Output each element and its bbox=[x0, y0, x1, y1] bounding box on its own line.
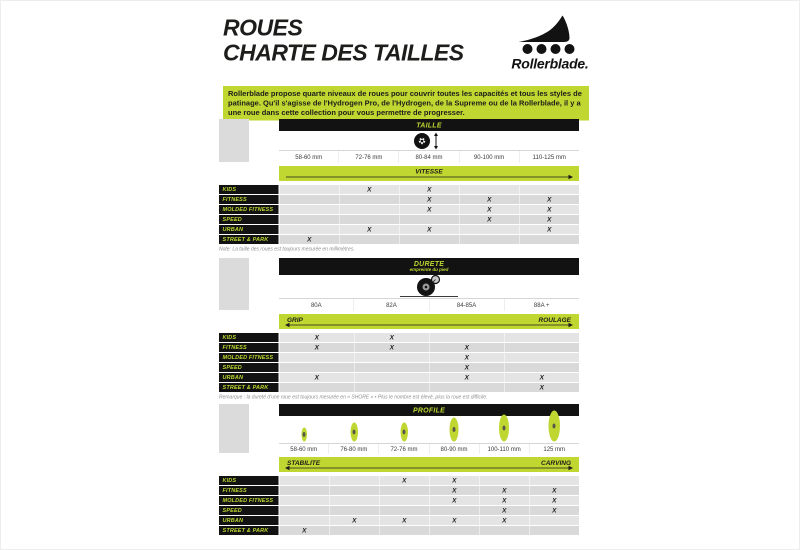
mark-cell: X bbox=[400, 205, 460, 214]
table-row bbox=[219, 486, 579, 495]
durete-header-subtitle: empreinte du pied bbox=[409, 267, 449, 272]
taille-rows bbox=[219, 185, 579, 244]
empty-cell bbox=[430, 333, 505, 342]
empty-cell bbox=[460, 235, 520, 244]
column-header: 80A bbox=[310, 301, 322, 309]
mark-cell: X bbox=[430, 486, 480, 495]
page-title bbox=[223, 15, 464, 65]
empty-cell bbox=[280, 516, 330, 525]
empty-cell bbox=[280, 195, 340, 204]
durete-header-label: DURETE bbox=[413, 259, 445, 268]
empty-cell bbox=[380, 506, 430, 515]
empty-cell bbox=[355, 373, 430, 382]
mark-cell: X bbox=[430, 363, 505, 372]
empty-cell bbox=[355, 353, 430, 362]
table-row bbox=[219, 195, 579, 204]
column-header: 125 mm bbox=[529, 444, 579, 454]
empty-cell bbox=[280, 353, 355, 362]
mark-cell: X bbox=[530, 496, 580, 505]
mark-cell: X bbox=[520, 195, 580, 204]
mark-cell: X bbox=[280, 343, 355, 352]
mark-cell: X bbox=[430, 516, 480, 525]
profile-column-headers bbox=[279, 443, 579, 454]
table-row bbox=[219, 353, 579, 362]
table-row bbox=[219, 363, 579, 372]
table-row bbox=[219, 235, 579, 244]
row-label: KIDS bbox=[219, 333, 279, 342]
empty-cell bbox=[355, 363, 430, 372]
column-header: 88A + bbox=[504, 299, 579, 311]
taille-header-label: TAILLE bbox=[416, 121, 442, 129]
column-header: 58-60 mm bbox=[290, 445, 318, 453]
mark-cell: X bbox=[400, 185, 460, 194]
mark-cell: X bbox=[280, 373, 355, 382]
empty-cell bbox=[460, 185, 520, 194]
empty-cell bbox=[355, 383, 430, 392]
taille-note: Note: La taille des roues est toujours mesurée en millimètres. bbox=[219, 246, 355, 252]
column-header: 80-90 mm bbox=[429, 444, 479, 454]
row-label: FITNESS bbox=[219, 343, 279, 352]
row-label: KIDS bbox=[219, 185, 279, 194]
mark-cell: X bbox=[280, 526, 330, 535]
empty-cell bbox=[330, 476, 380, 485]
row-label: STREET & PARK bbox=[219, 235, 279, 244]
column-header: 80-84 mm bbox=[399, 151, 459, 163]
row-label: KIDS bbox=[219, 476, 279, 485]
column-header: 76-80 mm bbox=[329, 444, 379, 454]
page-title-line2: CHARTE DES TAILLES bbox=[223, 39, 464, 66]
wheel-profile-icon bbox=[329, 423, 379, 442]
durometer-icon bbox=[389, 275, 469, 298]
page-title-line1: ROUES bbox=[223, 14, 303, 41]
table-row bbox=[219, 496, 579, 505]
stabilite-carving-arrow-bar bbox=[279, 457, 579, 472]
mark-cell: X bbox=[430, 343, 505, 352]
empty-cell bbox=[520, 235, 580, 244]
mark-cell: X bbox=[480, 506, 530, 515]
empty-cell bbox=[340, 215, 400, 224]
row-label: SPEED bbox=[219, 506, 279, 515]
table-row bbox=[219, 383, 579, 392]
row-label: URBAN bbox=[219, 373, 279, 382]
wheel-profile-icon bbox=[279, 428, 329, 442]
mark-cell: X bbox=[520, 225, 580, 234]
mark-cell: X bbox=[460, 205, 520, 214]
empty-cell bbox=[480, 476, 530, 485]
grip-label: GRIP bbox=[287, 316, 303, 324]
empty-cell bbox=[280, 506, 330, 515]
wheel-profile-icon bbox=[379, 423, 429, 442]
skate-icon bbox=[513, 15, 588, 57]
mark-cell: X bbox=[330, 516, 380, 525]
double-arrow-icon bbox=[284, 323, 574, 328]
stabilite-label: STABILITE bbox=[287, 459, 321, 467]
column-header: 72-76 mm bbox=[379, 444, 429, 454]
empty-cell bbox=[480, 526, 530, 535]
column-header: 72-76 mm bbox=[339, 151, 399, 163]
label-column-filler bbox=[219, 404, 249, 453]
taille-column-headers bbox=[279, 150, 579, 163]
empty-cell bbox=[280, 476, 330, 485]
empty-cell bbox=[505, 363, 580, 372]
mark-cell: X bbox=[400, 225, 460, 234]
durete-icon-zone bbox=[279, 275, 579, 298]
empty-cell bbox=[380, 496, 430, 505]
empty-cell bbox=[280, 205, 340, 214]
empty-cell bbox=[430, 383, 505, 392]
table-taille bbox=[219, 119, 579, 252]
mark-cell: X bbox=[380, 516, 430, 525]
roulage-label: ROULAGE bbox=[538, 316, 571, 324]
mark-cell: X bbox=[520, 205, 580, 214]
durete-column-headers bbox=[279, 298, 579, 311]
column-header: 100-110 mm bbox=[479, 444, 529, 454]
logo-wordmark: Rollerblade. bbox=[511, 56, 589, 72]
intro-text: Rollerblade propose quarte niveaux de roues pour couvrir toutes les capacités et tous les styles de patinage. Qu'il s'agisse de l'Hydrogen Pro, de l'Hydrogen, de la Supreme ou de la Rollerblade, il y a une roue dans cette collection pour vous permettre de progresser. bbox=[223, 86, 589, 121]
grip-roulage-arrow-bar bbox=[279, 314, 579, 329]
empty-cell bbox=[340, 205, 400, 214]
column-header: 90-100 mm bbox=[459, 151, 519, 163]
wheel-diameter-icon bbox=[405, 132, 453, 150]
empty-cell bbox=[280, 383, 355, 392]
empty-cell bbox=[530, 476, 580, 485]
empty-cell bbox=[380, 526, 430, 535]
table-row bbox=[219, 185, 579, 194]
profile-rows bbox=[219, 476, 579, 535]
vitesse-label: VITESSE bbox=[415, 167, 443, 175]
mark-cell: X bbox=[460, 215, 520, 224]
mark-cell: X bbox=[280, 333, 355, 342]
column-header: 84-85A bbox=[429, 299, 504, 311]
mark-cell: X bbox=[430, 476, 480, 485]
empty-cell bbox=[330, 486, 380, 495]
empty-cell bbox=[530, 516, 580, 525]
row-label: MOLDED FITNESS bbox=[219, 353, 279, 362]
mark-cell: X bbox=[280, 235, 340, 244]
table-row bbox=[219, 516, 579, 525]
label-column-filler bbox=[219, 258, 249, 310]
table-row bbox=[219, 225, 579, 234]
empty-cell bbox=[460, 225, 520, 234]
empty-cell bbox=[340, 235, 400, 244]
mark-cell: X bbox=[480, 486, 530, 495]
row-label: SPEED bbox=[219, 215, 279, 224]
right-arrow-icon bbox=[284, 175, 574, 180]
row-label: FITNESS bbox=[219, 195, 279, 204]
mark-cell: X bbox=[530, 506, 580, 515]
column-header: 110-125 mm bbox=[519, 151, 579, 163]
carving-label: CARVING bbox=[541, 459, 571, 467]
empty-cell bbox=[280, 215, 340, 224]
empty-cell bbox=[330, 506, 380, 515]
row-label: STREET & PARK bbox=[219, 526, 279, 535]
wheel-profile-icons bbox=[279, 416, 579, 443]
table-row bbox=[219, 373, 579, 382]
table-row bbox=[219, 333, 579, 342]
table-row bbox=[219, 526, 579, 535]
empty-cell bbox=[280, 363, 355, 372]
mark-cell: X bbox=[430, 496, 480, 505]
empty-cell bbox=[280, 225, 340, 234]
empty-cell bbox=[505, 353, 580, 362]
table-row bbox=[219, 205, 579, 214]
empty-cell bbox=[505, 343, 580, 352]
empty-cell bbox=[430, 506, 480, 515]
profile-header-label: PROFILE bbox=[412, 406, 446, 414]
mark-cell: X bbox=[505, 383, 580, 392]
empty-cell bbox=[400, 215, 460, 224]
wheel-profile-icon bbox=[429, 418, 479, 442]
empty-cell bbox=[280, 185, 340, 194]
mark-cell: X bbox=[530, 486, 580, 495]
column-header: 82A bbox=[354, 299, 429, 311]
rollerblade-logo bbox=[501, 15, 599, 72]
mark-cell: X bbox=[430, 373, 505, 382]
mark-cell: X bbox=[505, 373, 580, 382]
empty-cell bbox=[520, 185, 580, 194]
empty-cell bbox=[530, 526, 580, 535]
table-row bbox=[219, 476, 579, 485]
double-arrow-icon bbox=[284, 466, 574, 471]
durete-rows bbox=[219, 333, 579, 392]
mark-cell: X bbox=[340, 225, 400, 234]
row-label: FITNESS bbox=[219, 486, 279, 495]
mark-cell: X bbox=[480, 496, 530, 505]
mark-cell: X bbox=[460, 195, 520, 204]
vitesse-arrow-bar bbox=[279, 166, 579, 181]
empty-cell bbox=[430, 526, 480, 535]
empty-cell bbox=[330, 526, 380, 535]
table-row bbox=[219, 506, 579, 515]
mark-cell: X bbox=[430, 353, 505, 362]
mark-cell: X bbox=[520, 215, 580, 224]
row-label: MOLDED FITNESS bbox=[219, 205, 279, 214]
empty-cell bbox=[280, 496, 330, 505]
taille-icon-zone bbox=[279, 131, 579, 150]
profile-icon-zone bbox=[279, 416, 579, 443]
mark-cell: X bbox=[480, 516, 530, 525]
row-label: URBAN bbox=[219, 516, 279, 525]
wheel-profile-icon bbox=[529, 411, 579, 442]
wheel-profile-icon bbox=[479, 415, 529, 442]
durete-header-bar bbox=[279, 258, 579, 275]
mark-cell: X bbox=[380, 476, 430, 485]
table-durete bbox=[219, 258, 579, 400]
taille-header-bar bbox=[279, 119, 579, 131]
mark-cell: X bbox=[340, 185, 400, 194]
mark-cell: X bbox=[355, 343, 430, 352]
mark-cell: X bbox=[355, 333, 430, 342]
column-header: 58-60 mm bbox=[295, 153, 323, 161]
label-column-filler bbox=[219, 119, 249, 162]
durete-note: Remarque : la dureté d'une roue est toujours mesurée en « SHORE » • Plus le nombre est élevé, plus la roue est difficile. bbox=[219, 394, 488, 400]
table-profile bbox=[219, 404, 579, 536]
table-row bbox=[219, 343, 579, 352]
mark-cell: X bbox=[400, 195, 460, 204]
empty-cell bbox=[400, 235, 460, 244]
empty-cell bbox=[505, 333, 580, 342]
table-row bbox=[219, 215, 579, 224]
empty-cell bbox=[330, 496, 380, 505]
empty-cell bbox=[280, 486, 330, 495]
row-label: STREET & PARK bbox=[219, 383, 279, 392]
row-label: MOLDED FITNESS bbox=[219, 496, 279, 505]
row-label: URBAN bbox=[219, 225, 279, 234]
row-label: SPEED bbox=[219, 363, 279, 372]
empty-cell bbox=[380, 486, 430, 495]
empty-cell bbox=[340, 195, 400, 204]
